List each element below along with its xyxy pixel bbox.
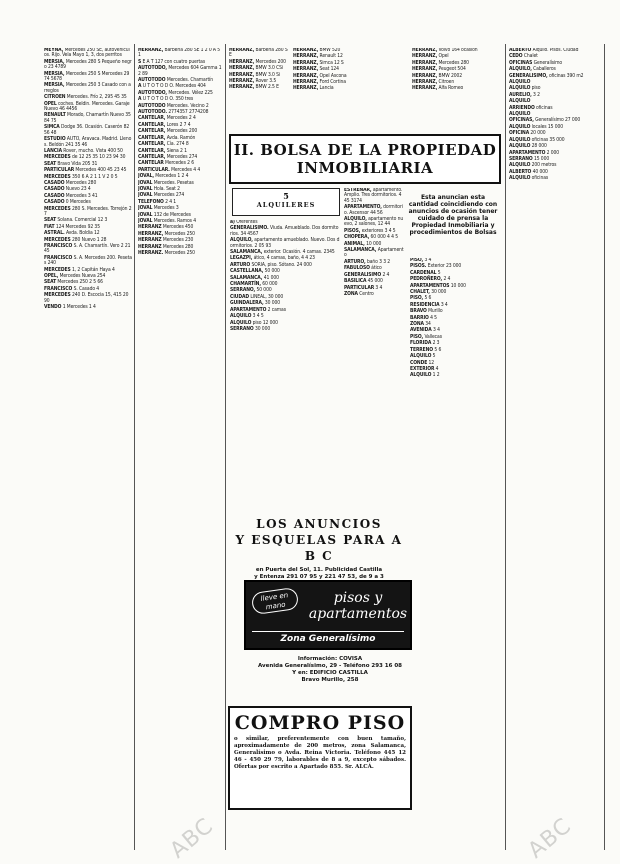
classified-ad: ALQUILO [509,98,531,105]
classified-ad: AUTOTODO Mercedes. Vecino 2 [138,102,209,109]
anuncios-line-1: LOS ANUNCIOS [256,517,382,531]
classified-ad: LEGAZPI, ático, 4 camas, baño, 4 4 23 [230,255,315,262]
classified-ad: HERRANZ, Mercedes 280 [412,59,469,66]
classified-ad: HERRANZ, Peugeot 504 [412,66,466,73]
classified-column-6 [509,48,601,848]
classified-ad: SEAT Solana. Comercial 12 3 [44,217,108,224]
classified-ad: APARTAMENTOS 10 000 [410,282,466,289]
classified-ad: CASTELLANA, 50 000 [230,268,280,275]
classified-column-4-top [293,48,353,132]
classified-ad: FABULOSO ático [344,265,382,272]
classified-ad: CANTELAR, Lores 2 7 4 [138,121,191,128]
classified-column-4 [344,188,404,510]
classified-ad: BARRIO 4 5 [410,314,437,321]
classified-ad: HERRANZ, Lancia [293,85,334,92]
anuncios-notice [228,516,410,580]
classified-ad: ASTRAL. Avda. Boldia 12 [44,230,100,237]
classified-ad: HERRANZ Mercedes 280 [138,243,194,250]
classified-ad: S E A T 127 con cuatro puertas [138,58,206,65]
ad-headline: pisos y apartamentos [308,590,408,622]
classified-ad: ALQUILO [509,79,531,86]
classified-ad: SERRANO 30 000 [230,325,271,332]
classified-column-5-top [412,48,502,132]
classified-ad: RESIDENCIA 3 4 [410,301,448,308]
classified-ad: HERRANZ, Mercedes 250 [138,230,195,237]
section-label-alquileres [232,188,340,216]
classified-ad: CANTELAR, Siena 2 1 [138,147,187,154]
classified-ad: LANCIA Rover, mucho. Vista 400 50 [44,147,123,154]
classified-ad: HERRANZ, BMW 3.0 CSi [229,65,284,72]
classified-ad: HERRANZ, Mercedes 200 [229,58,286,65]
column-rule [134,44,135,850]
classified-ad: TERRENO 5 6 [410,346,442,353]
classified-ad: VENDO 1 Mercedes 1 4 [44,304,96,311]
classified-ad: HERRANZ, Rover 3.5 [229,78,277,85]
classified-ad: CHALET, 30 000 [410,289,447,296]
classified-ad: PEDROÑERO, 2 4 [410,276,451,283]
classified-ad: RENAULT Morado, Chamartín Nuevo 35 84 75 [44,112,131,124]
classified-ad: HERRANZ, Opel Ascona [293,72,347,79]
classified-ad: AUTOTODO, Mercedes. Vélez 225 [138,89,213,96]
classified-ad: PISO, 5 6 [410,295,432,302]
info-line-3: Y en: EDIFICIO CASTILLA [292,670,368,676]
ad-badge: lleve en mano [251,587,300,615]
classified-ad: SALAMANCA, exterior. Ocasión. 4 camas. 2345 [230,249,335,256]
classified-ad: MEYNA, Mercedes 250 SE, autovehículos. Rijo. Vela Mayo 1, 3, dos perritos [44,48,130,59]
classified-ad: JOVAL, Mercedes 1 2 4 [138,173,189,180]
classified-ad: HERRANZ, Simca 12 S [293,59,344,66]
classified-ad: SERRANO 15 000 [509,155,550,162]
ad-contact-info [250,656,410,684]
classified-ad: MERSIA, Mercedes 250 3 Casado con arreglos [44,82,131,94]
classified-column-3 [230,220,340,510]
classified-ad: GENERALISIMO. Viuda. Amueblado. Dos dormitorios. 34 4567 [230,225,339,237]
classified-ad: EXTERIOR 4 [410,365,439,372]
classified-ad: OFICINA 20 000 [509,130,546,137]
classified-ad: HERRANZ, BMW 2002 [412,72,463,79]
classified-ad: JOVAL Mercedes. Pesetas [138,179,194,186]
classified-ad: CANTELAR, Mercedes 2 4 [138,115,196,122]
classified-ad: JOVAL Hola. Seat 2 [138,185,180,192]
info-line-2: Avenida Generalísimo, 29 - Teléfono 293 16 08 [257,663,403,669]
classified-ad: ANIMAL, 10 000 [344,240,382,247]
classified-ad: JOVAL 132 de Mercedes [138,211,191,218]
classified-ad: MERCEDES de 12 25 35 10 23 94 30 [44,154,126,161]
classified-ad: HERRANZ, Citroen [412,79,455,86]
classified-ad: JOVAL Mercedes 274 [138,192,185,199]
classified-ad: CHAMARTÍN, 60 000 [230,281,278,288]
classified-ad: ZONA Centro [344,290,374,297]
classified-ad: CARDENAL 5 [410,269,441,276]
classified-ad: CITROEN Mercedes. Frío 2, 295 45 35 [44,94,127,101]
classified-ad: HERRANZ, Alfa Romeo [412,85,464,92]
classified-ad: GUINDALERA, 30 000 [230,300,281,307]
classified-ad: AUTOTODO Mercedes. Chamartín [138,77,214,84]
classified-ad: OFICINAS, Generalísimo 27 000 [509,117,581,124]
classified-ad: ESTUDIO AUTO, Aravaca. Madrid. Llenos. Beldón 241 35 46 [44,136,132,148]
classified-ad: HERRANZ, Renault 12 [293,53,343,60]
classified-ad: MERSIA, Mercedes 250 S Mercedes 2974 5678 [44,70,130,83]
classified-ad: CONDE 12 [410,359,435,366]
section-number: 5 [283,191,289,201]
classified-ad: OFICINAS Generalísimo [509,59,563,66]
anuncios-line-3: en Puerta del Sol, 11. Publicidad Castilla [255,567,383,573]
classified-ad: ARTURO, baño 3 3 2 [344,258,391,265]
bolsa-line-1: II. BOLSA DE LA PROPIEDAD [233,141,497,159]
classified-ad: HERRANZ, BMW 2.5 E [229,84,279,91]
classified-ad: ALBERTO 40 000 [509,168,548,175]
classified-ad: PARTICULAR 3 4 [344,284,383,291]
classified-ad: ALQUILO oficinas 35 000 [509,136,565,143]
classified-ad: MERCEDES 280 Nuevo 1 28 [44,236,107,243]
classified-ad: PISOS. Exterior 23 000 [410,263,462,270]
classified-ad: APARTAMENTO 2 000 [509,149,560,156]
classified-ad: SALAMANCA, 41 000 [230,274,279,281]
abc-watermark: ABC [523,813,577,864]
bolsa-heading [229,134,501,184]
anuncios-line-2: Y ESQUELAS PARA A B C [235,533,403,563]
column-rule [225,44,226,850]
classified-ad: ALQUILO [509,111,531,118]
classified-ad: SIMCA Dodge 36. Ocasión. Caserón 82 56 48 [44,124,130,136]
classified-ad: ALQUILO 28 000 [509,143,547,150]
classified-ad: FRANCISCO S. Casado 4 [44,285,100,292]
classified-ad: MERCEDES 1, 2 Capitán Haya 4 [44,266,115,273]
classified-ad: ALQUILO oficinas [509,175,549,182]
classified-column-2 [138,48,223,848]
info-line-4: Bravo Murillo, 258 [301,677,359,683]
classified-ad: HERRANZ Mercedes 450 [138,224,194,231]
classified-ad: PARTICULAR. Mercedes 4 4 [138,166,201,173]
classified-ad: A U T O T O D O. Mercedes 404 [138,83,206,90]
classified-ad: APARTAMENTO 2 camas [230,306,286,313]
classified-ad: MERSIA, Mercedes 280 S Pequeño negro 23 4789 [44,58,132,71]
classified-ad: a) Oferentes [230,220,258,225]
classified-ad: MERCEDES 280 S. Mercedes. Torrejón 27 [44,205,132,217]
anuncios-line-4: y Entenza 291 07 95 y 221 47 53, de 9 a 3 [254,574,384,580]
classified-ad: A U T O T O D O. 350 tres [138,96,194,103]
classified-ad: CANTELAR Mercedes 2 6 [138,160,195,167]
classified-ad: GENERALISIMO 2 4 [344,271,390,278]
classified-ad: FRANCISCO S. A. Mercedes 200. Pesetas 240 [44,254,132,267]
classified-ad: FIAT 124 Mercedes 92 35 [44,223,100,230]
classified-ad: SEAT Mercedes 250 2 5 66 [44,279,103,286]
classified-ad: ALQUILO 3 4 5 [230,313,264,320]
classified-ad: ALQUILO, apartamento nuevo, 2 salones, 12 44 [344,216,404,228]
classified-ad: ALBERTO Alquilo. Pisos. Ciudad [509,48,579,53]
classified-ad: ALQUILO 1 2 [410,372,440,379]
generalisimo-advert [244,580,412,650]
classified-ad: ALQUILO 5 [410,353,436,360]
classified-ad: HERRANZ, Volvo 164 ocasión [412,48,478,53]
classified-ad: BRAVO Murillo [410,308,443,315]
classified-ad: PISO, Vallecas [410,333,442,340]
classified-ad: HERRANZ, BMW 520 [293,48,341,53]
classified-ad: CANTELAR, Cía. 274 8 [138,141,189,148]
classified-ad: GENERALISIMO, oficinas 390 m2 [509,72,584,79]
classified-ad: CEDO Chalet [509,53,538,60]
classified-ad: JOVAL Mercedes. Ramos 4 [138,217,196,224]
compro-title: COMPRO PISO [234,712,406,734]
classified-ad: ALQUILO piso [509,85,541,92]
classified-ad: CASADO 0 Mercedes [44,199,91,206]
classified-ad: HERRANZ, Ford Cortina [293,79,346,86]
classified-ad: MERCEDES 350 6 A 2 1 1 V 2 0 5 [44,173,118,180]
classified-ad: CASADO Nuevo 23 4 [44,186,91,193]
classified-ad: ALQUILO locales 15 000 [509,123,563,130]
classified-ad: ALQUILO, Caballeros [509,66,556,73]
classified-ad: FLORIDA 2 3 [410,340,440,347]
classified-ad: APARTAMENTO, dormitorio. Ascensor 44 56 [344,204,403,216]
classified-ad: CANTELAR, Avda. Ramón [138,134,196,141]
classified-ad: CANTELAR, Mercedes 200 [138,128,198,135]
classified-ad: HERRANZ, Barbería 280 SE [229,48,288,59]
classified-ad: ALQUILO, apartamento amueblado. Nuevo. Dos dormitorios. 2 05 93 [230,237,340,249]
classified-ad: HERRANZ, Barbería 280 SE 1 2 0 A 5 1 [138,48,220,59]
classified-ad: CASADO Mercedes 3 41 [44,192,98,199]
bolsa-line-2: INMOBILIARIA [296,159,434,177]
classified-ad: PISOS, exteriores 3 4 5 [344,227,396,234]
classified-ad: SALAMANCA, Apartamento [344,247,404,259]
column-rule [505,44,506,850]
classified-ad: FRANCISCO S. A. Chamartín. Vero 2 2145 [44,243,131,255]
classified-column-1 [44,48,132,848]
notice-text: Esta anuncian esta cantidad coincidiendo con anuncios de ocasión tener cuidado de prensa la Propiedad Inmobiliaria y procedimientos de Bolsas [408,194,498,236]
classified-ad: ARTURO SORIA, piso. Sótano. 24 000 [230,261,312,268]
classified-ad: ESTRENAR, apartamento. Amplio. Tres dormitorios. 445 3174 [344,188,403,204]
classified-ad: JOVAL Mercedes 3 [138,205,179,212]
classified-ad: AURELIO, 3 2 [509,91,540,98]
classified-ad: ZONA 34 [410,321,431,328]
abc-watermark: ABC [165,813,219,864]
classified-ad: BASILICA 45 000 [344,278,383,285]
classified-ad: CANTELAR, Mercedes 274 [138,153,198,160]
classified-ad: HERRANZ, Opel [412,53,449,60]
compro-piso-advert [228,706,412,810]
classified-ad: HERRANZ. Mercedes 250 [138,250,195,256]
classified-ad: AUTOTODO. 2774357 2774208 [138,109,209,116]
classified-ad: HERRANZ, BMW 3.0 Si [229,71,281,78]
classified-ad: ARRIENDO oficinas [509,104,553,111]
compro-body: o similar, preferentemente con buen tamaño, aproximadamente de 200 metros, zona Salamanca, Generalísimo o Avda. Reina Victoria. Teléfono 445 12 46 - 450 29 79, laborables de 8 a 9, excepto sábados. Ofertas por escrito a Apartado 855. Sr. ALCÁ. [234,736,406,770]
classified-column-3-top [229,48,289,132]
classified-ad: OPEL coches. Beldin. Mercedes. Garaje Nuevo 46 4456 [44,100,130,113]
classified-column-5 [410,258,502,848]
classified-ad: ALQUILO piso 12 000 [230,319,278,326]
classified-ad: ALQUILO 200 metros [509,162,557,169]
classified-ad: CASADO Mercedes 280 [44,179,97,186]
classified-ad: SEAT Bravo Vida 205 31 [44,160,98,167]
classified-ad: MERCEDES 240 D. Escocia 15, 415 20 90 [44,292,129,304]
classified-ad: SERRANO, 50 000 [230,287,272,294]
classified-ad: HERRANZ, Seat 124 [293,66,339,73]
classified-ad: PISO, 3 4 [410,258,432,263]
classified-ad: AUTOTODO, Mercedes 604 Gamma 12 89 [138,65,222,77]
classified-ad: OPEL, Mercedes Nueva 254 [44,273,106,280]
classified-ad: CHOPERA, 60 000 4 4 5 [344,234,398,241]
classified-ad: AVENIDA 3 4 [410,327,440,334]
column-rule [604,44,605,850]
classified-ad: HERRANZ Mercedes 230 [138,237,194,244]
ad-zone: Zona Generalísimo [252,631,404,644]
classified-ad: TELEFONO 2 4 1 [138,198,177,205]
classified-ad: CIUDAD LINEAL, 30 000 [230,293,284,300]
info-line-1: Información: COVISA [297,656,363,662]
section-title: ALQUILERES [256,201,316,209]
classified-ad: PARTICULAR Mercedes 400 45 23 45 [44,167,127,174]
